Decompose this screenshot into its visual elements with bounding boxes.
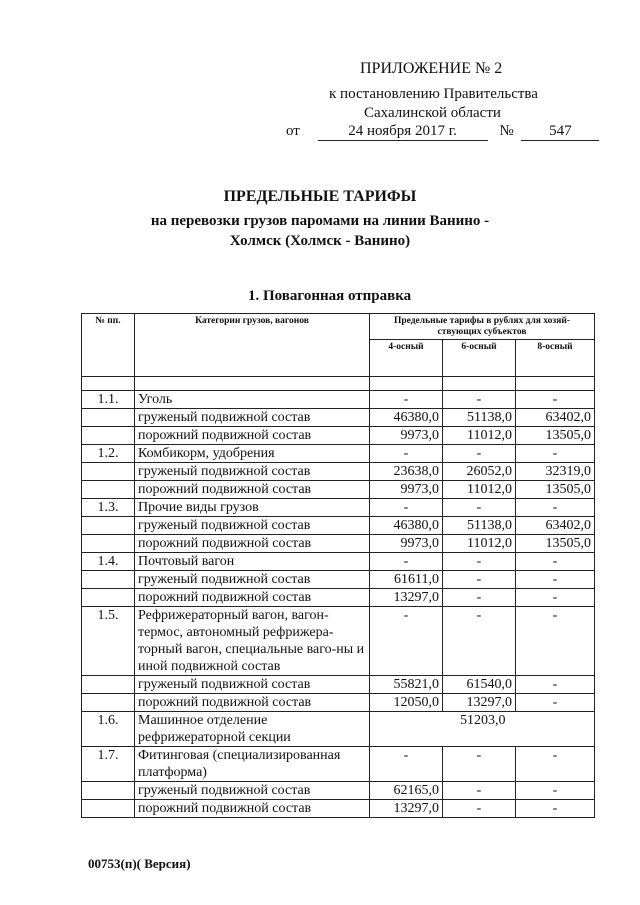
- row-number: [82, 694, 135, 712]
- tariff-6-axle: -: [443, 782, 516, 800]
- row-category: груженый подвижной состав: [135, 571, 370, 589]
- row-number: [82, 800, 135, 818]
- appendix-label: ПРИЛОЖЕНИЕ № 2: [360, 60, 503, 77]
- tariff-8-axle: -: [516, 607, 595, 676]
- decree-line-1: к постановлению Правительства: [329, 86, 538, 102]
- tariff-table: [81, 313, 595, 818]
- row-category: груженый подвижной состав: [135, 782, 370, 800]
- tariff-4-axle: 9973,0: [370, 481, 443, 499]
- row-category: груженый подвижной состав: [135, 409, 370, 427]
- tariff-6-axle: 11012,0: [443, 481, 516, 499]
- tariff-4-axle: -: [370, 391, 443, 409]
- row-category: порожний подвижной состав: [135, 694, 370, 712]
- row-number: [82, 676, 135, 694]
- tariff-4-axle: -: [370, 499, 443, 517]
- decree-number: 547: [521, 123, 599, 141]
- tariff-4-axle: -: [370, 607, 443, 676]
- row-number: [82, 535, 135, 553]
- tariff-6-axle: -: [443, 571, 516, 589]
- tariff-8-axle: -: [516, 589, 595, 607]
- table-row: [82, 694, 595, 712]
- tariff-6-axle: -: [443, 391, 516, 409]
- tariff-8-axle: 13505,0: [516, 427, 595, 445]
- table-row: [82, 409, 595, 427]
- row-category: груженый подвижной состав: [135, 676, 370, 694]
- tariff-4-axle: 13297,0: [370, 800, 443, 818]
- tariff-6-axle: -: [443, 589, 516, 607]
- tariff-6-axle: -: [443, 607, 516, 676]
- row-category: Рефрижераторный вагон, вагон-термос, автономный рефрижера-торный вагон, специальные ваго-ны и иной подвижной состав: [135, 607, 370, 676]
- table-row: [82, 445, 595, 463]
- row-number: 1.6.: [82, 712, 135, 747]
- table-row: [82, 571, 595, 589]
- table-row: [82, 676, 595, 694]
- row-category: порожний подвижной состав: [135, 535, 370, 553]
- row-category: порожний подвижной состав: [135, 589, 370, 607]
- table-row: [82, 517, 595, 535]
- row-number: 1.2.: [82, 445, 135, 463]
- tariff-4-axle: 12050,0: [370, 694, 443, 712]
- row-number: [82, 409, 135, 427]
- row-category: Прочие виды грузов: [135, 499, 370, 517]
- tariff-8-axle: 13505,0: [516, 481, 595, 499]
- tariff-6-axle: 26052,0: [443, 463, 516, 481]
- page-title: ПРЕДЕЛЬНЫЕ ТАРИФЫ: [223, 188, 417, 205]
- tariff-8-axle: -: [516, 782, 595, 800]
- tariff-4-axle: 46380,0: [370, 409, 443, 427]
- tariff-4-axle: -: [370, 445, 443, 463]
- col-header-8-axle: 8-осный: [516, 339, 595, 376]
- tariff-4-axle: 62165,0: [370, 782, 443, 800]
- row-number: 1.7.: [82, 747, 135, 782]
- page-subtitle-1: на перевозки грузов паромами на линии Ванино -: [150, 213, 490, 229]
- col-header-category: Категории грузов, вагонов: [135, 314, 370, 377]
- table-row: [82, 782, 595, 800]
- table-row: [82, 427, 595, 445]
- tariff-6-axle: -: [443, 445, 516, 463]
- tariff-6-axle: -: [443, 553, 516, 571]
- from-label: от: [286, 123, 300, 139]
- row-number: [82, 481, 135, 499]
- col-header-4-axle: 4-осный: [370, 339, 443, 376]
- table-row: [82, 747, 595, 782]
- table-row: [82, 712, 595, 747]
- tariff-8-axle: -: [516, 676, 595, 694]
- row-number: [82, 589, 135, 607]
- row-category: порожний подвижной состав: [135, 800, 370, 818]
- tariff-8-axle: 63402,0: [516, 409, 595, 427]
- row-number: [82, 463, 135, 481]
- tariff-8-axle: 63402,0: [516, 517, 595, 535]
- tariff-8-axle: 13505,0: [516, 535, 595, 553]
- tariff-8-axle: -: [516, 391, 595, 409]
- row-category: порожний подвижной состав: [135, 427, 370, 445]
- row-number: [82, 782, 135, 800]
- col-header-tariffs: Предельные тарифы в рублях для хозяй-ствующих субъектов: [370, 314, 595, 340]
- tariff-4-axle: 9973,0: [370, 535, 443, 553]
- tariff-4-axle: -: [370, 553, 443, 571]
- tariff-4-axle: 55821,0: [370, 676, 443, 694]
- row-category: порожний подвижной состав: [135, 481, 370, 499]
- tariff-4-axle: 61611,0: [370, 571, 443, 589]
- tariff-6-axle: -: [443, 800, 516, 818]
- decree-date: 24 ноября 2017 г.: [318, 123, 488, 141]
- tariff-6-axle: 11012,0: [443, 427, 516, 445]
- tariff-4-axle: -: [370, 747, 443, 782]
- row-number: [82, 517, 135, 535]
- table-row: [82, 535, 595, 553]
- row-number: 1.4.: [82, 553, 135, 571]
- table-row: [82, 463, 595, 481]
- section-heading: 1. Повагонная отправка: [248, 288, 412, 304]
- table-row: [82, 800, 595, 818]
- row-category: Машинное отделение рефрижераторной секции: [135, 712, 370, 747]
- row-category: Комбикорм, удобрения: [135, 445, 370, 463]
- footer-code: 00753(п)( Версия): [88, 856, 191, 871]
- tariff-4-axle: 9973,0: [370, 427, 443, 445]
- row-number: 1.1.: [82, 391, 135, 409]
- row-number: [82, 571, 135, 589]
- tariff-6-axle: 61540,0: [443, 676, 516, 694]
- tariff-8-axle: 32319,0: [516, 463, 595, 481]
- tariff-8-axle: -: [516, 694, 595, 712]
- tariff-6-axle: -: [443, 747, 516, 782]
- table-row: [82, 499, 595, 517]
- row-category: Фитинговая (специализированная платформа): [135, 747, 370, 782]
- tariff-6-axle: 13297,0: [443, 694, 516, 712]
- tariff-8-axle: -: [516, 553, 595, 571]
- row-category: Уголь: [135, 391, 370, 409]
- table-row: [82, 391, 595, 409]
- decree-date-row: [286, 123, 599, 141]
- tariff-6-axle: 11012,0: [443, 535, 516, 553]
- tariff-8-axle: -: [516, 800, 595, 818]
- table-row: [82, 553, 595, 571]
- tariff-4-axle: 46380,0: [370, 517, 443, 535]
- tariff-4-axle: 13297,0: [370, 589, 443, 607]
- tariff-8-axle: -: [516, 571, 595, 589]
- table-row: [82, 607, 595, 676]
- row-category: Почтовый вагон: [135, 553, 370, 571]
- tariff-4-axle: 23638,0: [370, 463, 443, 481]
- row-number: 1.5.: [82, 607, 135, 676]
- tariff-8-axle: -: [516, 747, 595, 782]
- table-row: [82, 589, 595, 607]
- row-number: 1.3.: [82, 499, 135, 517]
- tariff-6-axle: 51138,0: [443, 517, 516, 535]
- row-category: груженый подвижной состав: [135, 517, 370, 535]
- col-header-6-axle: 6-осный: [443, 339, 516, 376]
- row-category: груженый подвижной состав: [135, 463, 370, 481]
- decree-line-2: Сахалинской области: [364, 105, 501, 121]
- merged-tariff-value: 51203,0: [370, 712, 595, 747]
- table-row: [82, 481, 595, 499]
- tariff-table-body: [82, 391, 595, 818]
- number-label: №: [499, 123, 514, 139]
- tariff-6-axle: 51138,0: [443, 409, 516, 427]
- col-header-number: № пп.: [82, 314, 135, 377]
- row-number: [82, 427, 135, 445]
- tariff-8-axle: -: [516, 499, 595, 517]
- page-subtitle-2: Холмск (Холмск - Ванино): [229, 233, 411, 249]
- tariff-6-axle: -: [443, 499, 516, 517]
- tariff-8-axle: -: [516, 445, 595, 463]
